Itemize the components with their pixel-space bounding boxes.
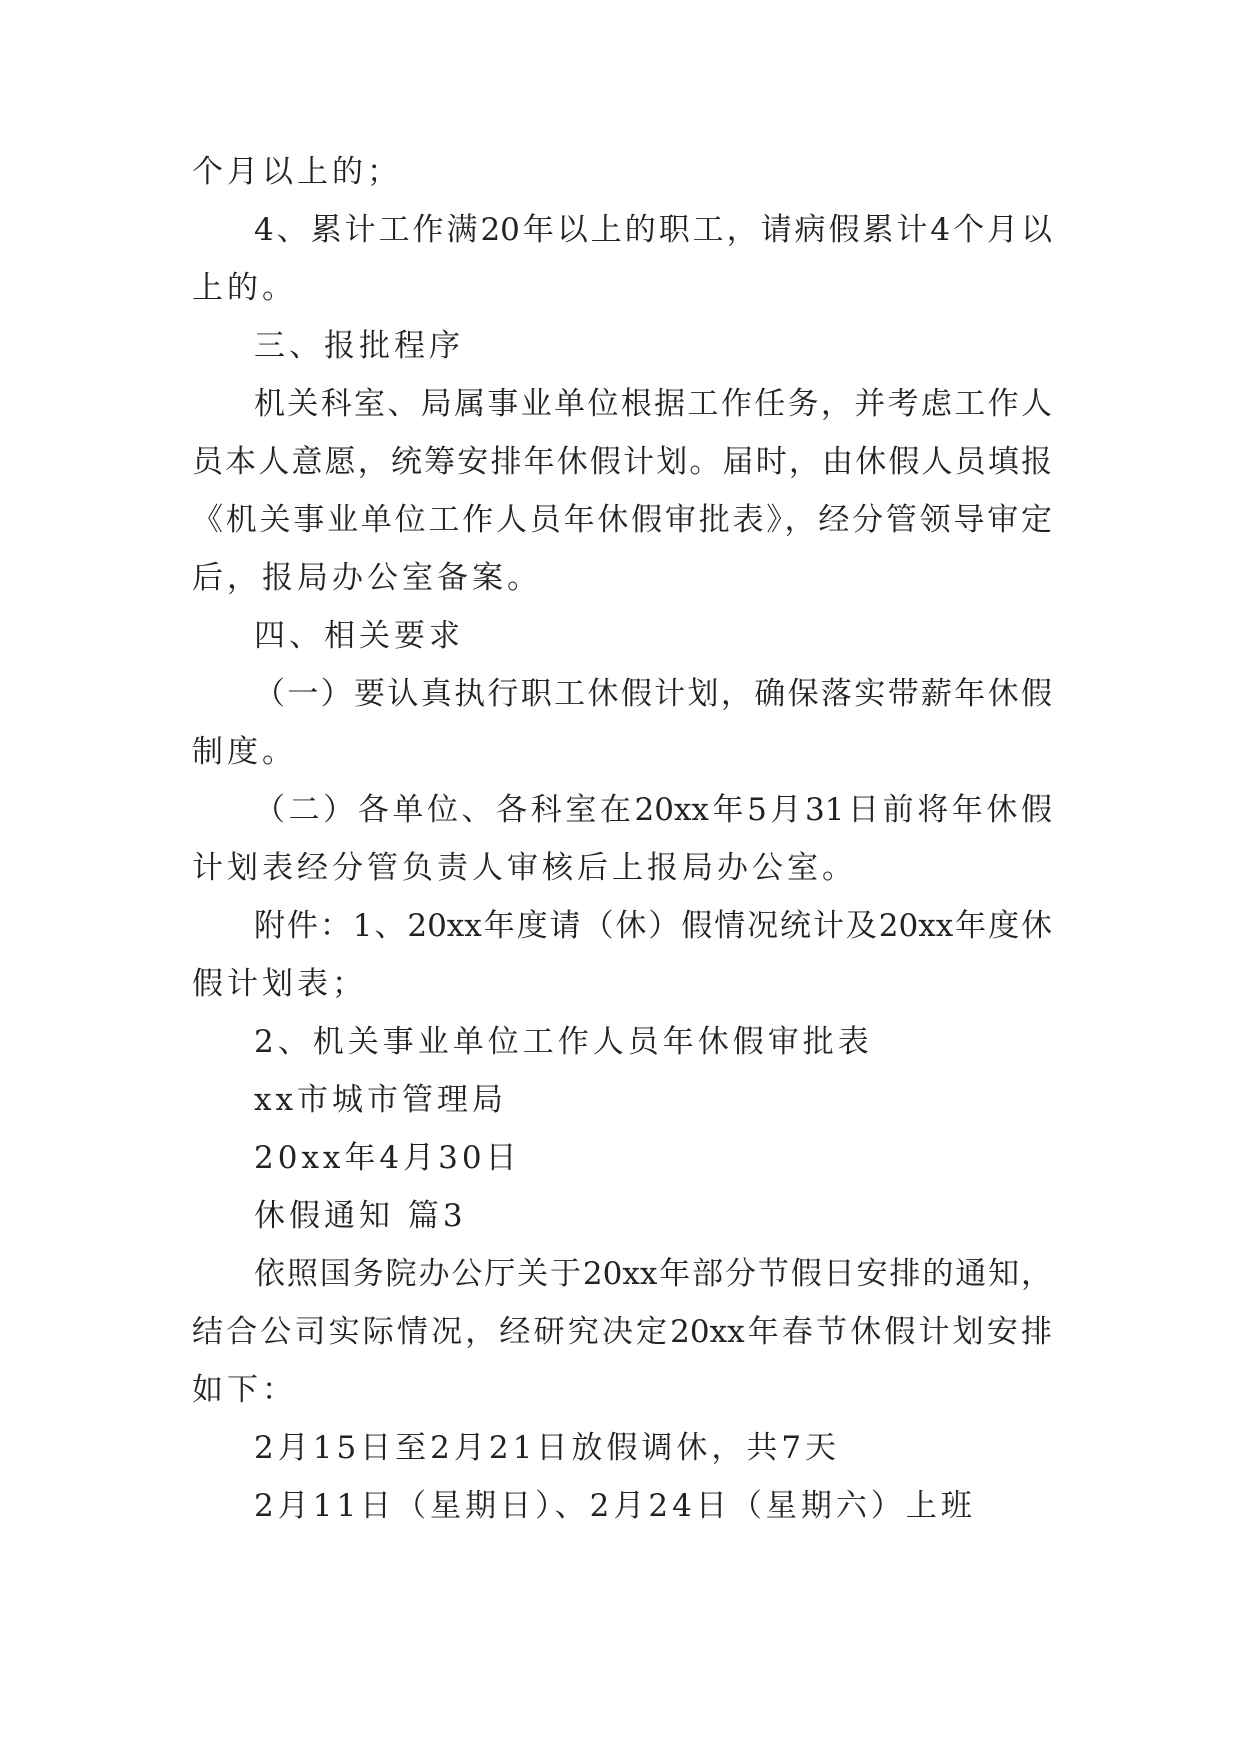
signature-date: 20xx年4月30日: [254, 1140, 521, 1176]
text-line: （一）要认真执行职工休假计划，确保落实带薪年休假: [254, 676, 1052, 712]
text-line: 附件：1、20xx年度请（休）假情况统计及20xx年度休: [254, 908, 1052, 944]
text-line: 4、累计工作满20年以上的职工，请病假累计4个月以: [254, 212, 1052, 248]
text-line: 上的。: [192, 270, 297, 306]
text-line: 结合公司实际情况，经研究决定20xx年春节休假计划安排: [192, 1314, 1052, 1350]
text-line: 假计划表；: [192, 966, 367, 1002]
text-line: 2月11日（星期日）、2月24日（星期六）上班: [254, 1488, 976, 1524]
text-line: 后，报局办公室备案。: [192, 560, 542, 596]
text-line: （二）各单位、各科室在20xx年5月31日前将年休假: [254, 792, 1052, 828]
text-line: 计划表经分管负责人审核后上报局办公室。: [192, 850, 857, 886]
section-heading: 四、相关要求: [254, 618, 464, 654]
signature-org: xx市城市管理局: [254, 1082, 507, 1118]
text-line: 机关科室、局属事业单位根据工作任务，并考虑工作人: [254, 386, 1052, 422]
text-line: 《机关事业单位工作人员年休假审批表》，经分管领导审定: [192, 502, 1052, 538]
text-line: 制度。: [192, 734, 297, 770]
section-heading: 三、报批程序: [254, 328, 464, 364]
text-line: 2月15日至2月21日放假调休，共7天: [254, 1430, 841, 1466]
text-line: 依照国务院办公厅关于20xx年部分节假日安排的通知，: [254, 1256, 1052, 1292]
text-line: 2、机关事业单位工作人员年休假审批表: [254, 1024, 873, 1060]
text-line: 员本人意愿，统筹安排年休假计划。届时，由休假人员填报: [192, 444, 1052, 480]
text-line: 如下：: [192, 1372, 297, 1408]
text-line: 个月以上的；: [192, 154, 402, 190]
section-title: 休假通知 篇3: [254, 1198, 467, 1234]
